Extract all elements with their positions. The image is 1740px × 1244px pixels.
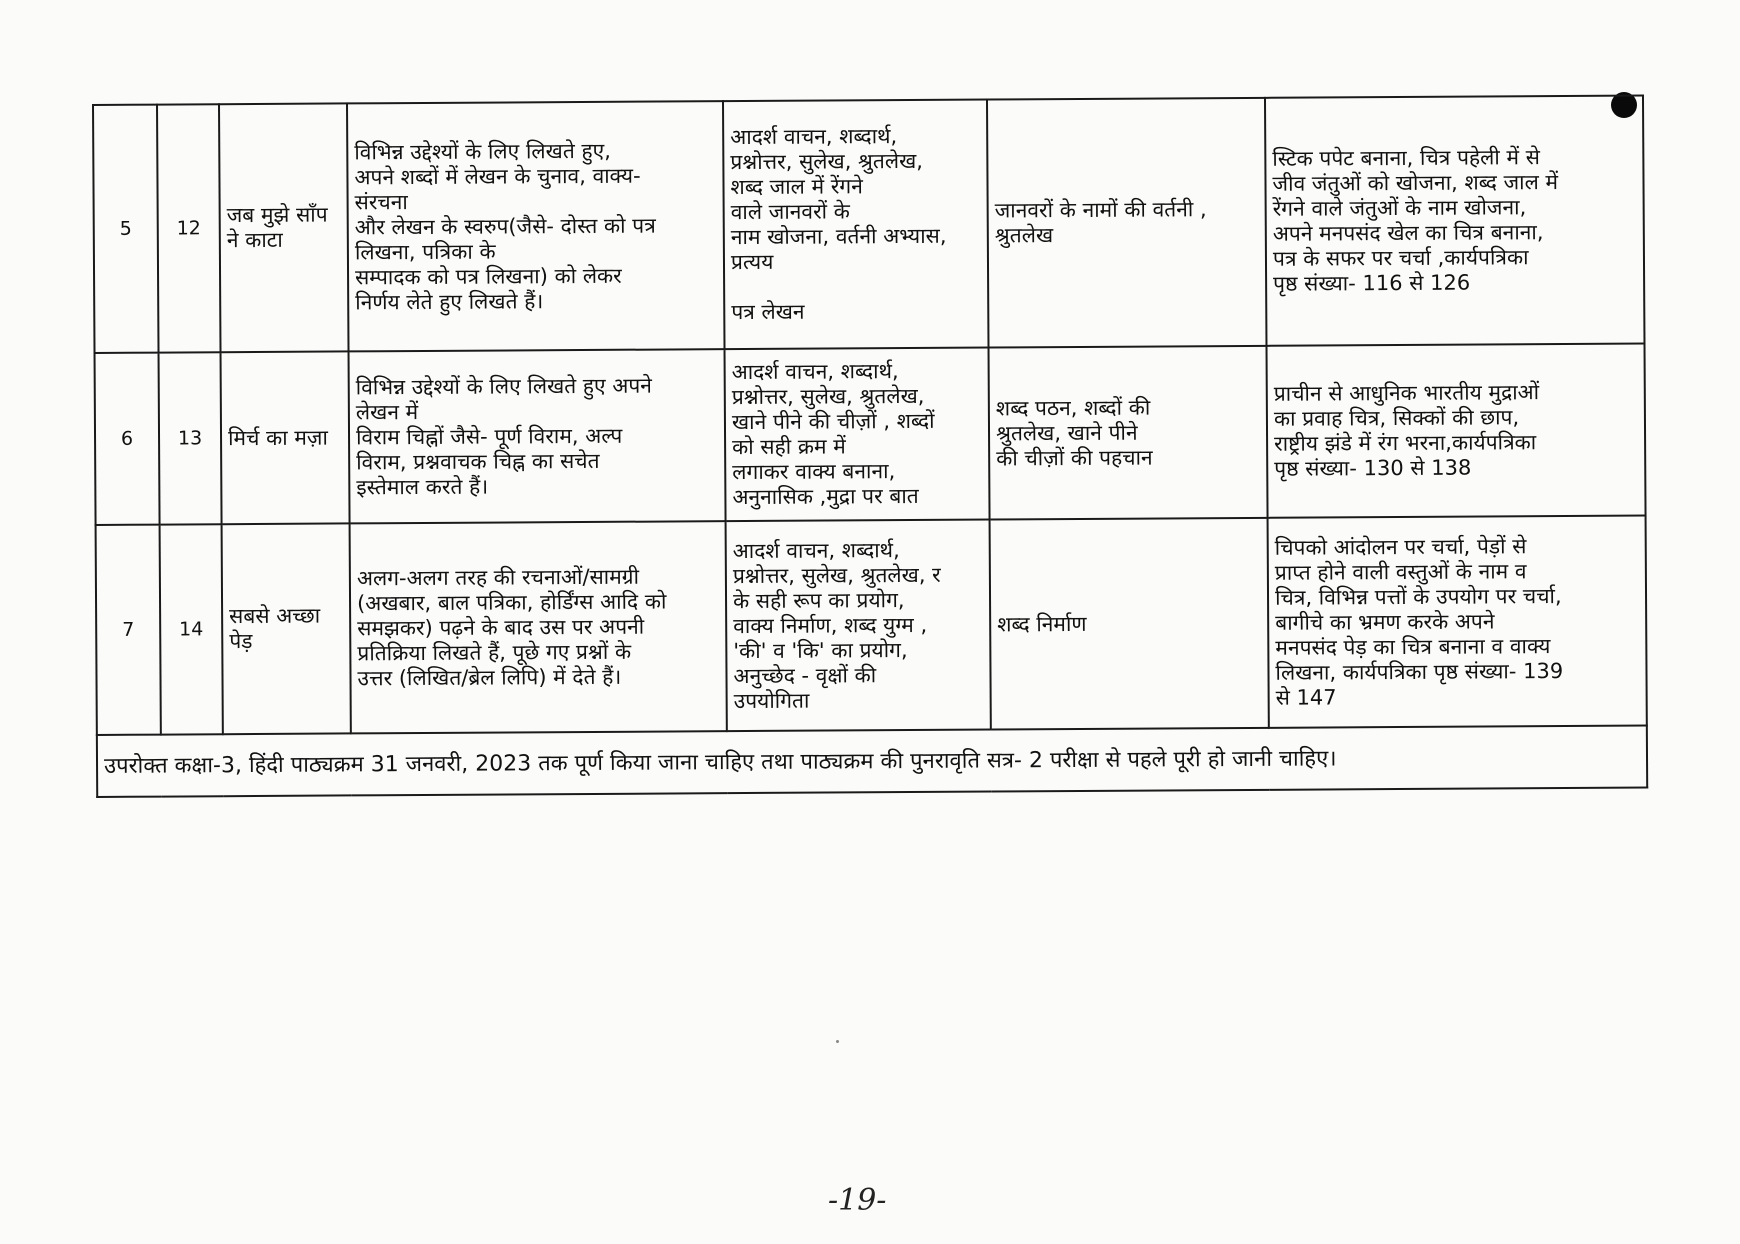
lesson-title-cell [219, 103, 349, 352]
cell-line: विराम, प्रश्नवाचक चिह्न का सचेत [356, 448, 600, 474]
cell-line: (अखबार, बाल पत्रिका, होर्डिंग्स आदि को [356, 589, 667, 615]
cell-line: जीव जंतुओं को खोजना, शब्द जाल में [1272, 170, 1559, 196]
cell-line: स्टिक पपेट बनाना, चित्र पहेली में से [1272, 145, 1540, 171]
serial-cell: 5 [93, 105, 159, 353]
table-row [96, 516, 1647, 735]
activities-cell [726, 520, 991, 732]
cell-line: लगाकर वाक्य बनाना, [732, 459, 896, 485]
cell-line: उत्तर (लिखित/ब्रेल लिपि) में देते हैं। [357, 664, 622, 690]
cell-line: प्रश्नोत्तर, सुलेख, श्रुतलेख, [730, 148, 924, 175]
lesson-number-cell: 12 [157, 104, 221, 352]
cell-line: का प्रवाह चित्र, सिक्कों की छाप, [1273, 405, 1520, 431]
assessment-cell [987, 98, 1267, 348]
project-work-cell [1268, 516, 1647, 728]
cell-line: आदर्श वाचन, शब्दार्थ, [732, 537, 900, 563]
cell-line: विभिन्न उद्देश्यों के लिए लिखते हुए, [354, 138, 611, 164]
learning-outcome-cell [350, 521, 727, 733]
cell-line: उपयोगिता [733, 688, 810, 713]
cell-line: खाने पीने की चीज़ों , शब्दों [731, 408, 935, 435]
cell-line: पत्र लेखन [731, 299, 805, 325]
cell-line: पृष्ठ संख्या- 116 से 126 [1273, 270, 1471, 296]
cell-line: अपने मनपसंद खेल का चित्र बनाना, [1272, 220, 1544, 246]
cell-line: जब मुझे साँप [226, 202, 328, 228]
cell-line: को सही क्रम में [732, 434, 846, 460]
learning-outcome-cell [347, 101, 725, 351]
cell-line: अपने शब्दों में लेखन के चुनाव, वाक्य- [354, 163, 641, 189]
cell-line: शब्द जाल में रेंगने [730, 174, 863, 200]
scan-speck [836, 1040, 839, 1043]
cell-line: राष्ट्रीय झंडे में रंग भरना,कार्यपत्रिका [1274, 430, 1537, 456]
table-body [93, 96, 1647, 797]
cell-line: रेंगने वाले जंतुओं के नाम खोजना, [1272, 195, 1527, 221]
cell-line: प्रत्यय [730, 249, 774, 275]
footer-note: उपरोक्त कक्षा-3, हिंदी पाठ्यक्रम 31 जनवरी, 2023 तक पूर्ण किया जाना चाहिए तथा पाठ्यक्रम की पुनरावृति सत्र- 2 परीक्षा से पहले पूरी हो जानी चाहिए। [97, 726, 1647, 797]
cell-line: प्रश्नोत्तर, सुलेख, श्रुतलेख, [731, 383, 925, 410]
cell-line: प्राचीन से आधुनिक भारतीय मुद्राओं [1273, 380, 1540, 406]
cell-line: विराम चिह्नों जैसे- पूर्ण विराम, अल्प [355, 423, 623, 449]
footer-row [97, 726, 1647, 797]
cell-line: प्राप्त होने वाली वस्तुओं के नाम व [1274, 558, 1527, 585]
cell-line: प्रतिक्रिया लिखते हैं, पूछे गए प्रश्नों के [357, 639, 632, 665]
cell-line: वाक्य निर्माण, शब्द युग्म , [733, 612, 928, 638]
lesson-title-cell [222, 523, 351, 734]
cell-line: शब्द पठन, शब्दों की [995, 395, 1151, 420]
cell-line: आदर्श वाचन, शब्दार्थ, [731, 359, 899, 385]
cell-line: 'की' व 'कि' का प्रयोग, [733, 637, 908, 663]
activities-cell [723, 100, 989, 350]
cell-line: ने काटा [226, 227, 283, 253]
cell-line: मनपसंद पेड़ का चित्र बनाना व वाक्य [1275, 633, 1551, 660]
cell-line: पृष्ठ संख्या- 130 से 138 [1274, 455, 1472, 481]
cell-line: श्रुतलेख [994, 223, 1054, 248]
serial-cell: 7 [96, 525, 161, 735]
assessment-cell [990, 518, 1269, 730]
cell-line: समझकर) पढ़ने के बाद उस पर अपनी [357, 614, 645, 640]
cell-line: सम्पादक को पत्र लिखना) को लेकर [354, 263, 622, 289]
table-row [93, 96, 1644, 353]
cell-line: अनुच्छेद - वृक्षों की [733, 662, 877, 688]
cell-line: की चीज़ों की पहचान [996, 445, 1153, 470]
cell-line: मिर्च का मज़ा [227, 425, 328, 450]
cell-line: अनुनासिक ,मुद्रा पर बात [732, 483, 919, 510]
assessment-cell [989, 346, 1268, 520]
project-work-cell [1265, 96, 1645, 346]
project-work-cell [1266, 344, 1645, 518]
table-row [95, 344, 1646, 525]
cell-line: शब्द निर्माण [997, 611, 1087, 636]
cell-line: सबसे अच्छा [229, 603, 321, 629]
cell-line: से 147 [1275, 684, 1337, 710]
cell-line: अलग-अलग तरह की रचनाओं/सामग्री [356, 564, 640, 590]
cell-line: और लेखन के स्वरुप(जैसे- दोस्त को पत्र [354, 213, 656, 239]
cell-line: जानवरों के नामों की वर्तनी , [994, 197, 1207, 223]
cell-line: संरचना [354, 189, 408, 214]
serial-cell: 6 [95, 353, 160, 525]
cell-line: पेड़ [229, 629, 253, 654]
activities-cell [725, 348, 990, 522]
learning-outcome-cell [349, 349, 726, 523]
cell-line: लेखन में [355, 399, 419, 424]
cell-line: लिखना, कार्यपत्रिका पृष्ठ संख्या- 139 [1275, 658, 1564, 685]
cell-line: श्रुतलेख, खाने पीने [995, 420, 1138, 445]
cell-line: प्रश्नोत्तर, सुलेख, श्रुतलेख, र [732, 562, 941, 588]
page-number: -19- [828, 1183, 887, 1218]
syllabus-table [92, 95, 1648, 798]
cell-line: लिखना, पत्रिका के [354, 239, 496, 264]
cell-line: के सही रूप का प्रयोग, [732, 587, 905, 613]
cell-line: इस्तेमाल करते हैं। [356, 474, 489, 499]
cell-line: नाम खोजना, वर्तनी अभ्यास, [730, 223, 947, 250]
lesson-title-cell [221, 351, 350, 524]
cell-line: निर्णय लेते हुए लिखते हैं। [355, 288, 544, 314]
cell-line: चित्र, विभिन्न पत्तों के उपयोग पर चर्चा, [1274, 583, 1562, 610]
cell-line: वाले जानवरों के [730, 199, 850, 225]
cell-line: चिपको आंदोलन पर चर्चा, पेड़ों से [1274, 533, 1527, 560]
cell-line: बागीचे का भ्रमण करके अपने [1275, 608, 1495, 635]
cell-line: विभिन्न उद्देश्यों के लिए लिखते हुए अपने [355, 373, 653, 399]
cell-line: पत्र के सफर पर चर्चा ,कार्यपत्रिका [1272, 245, 1529, 271]
lesson-number-cell: 13 [159, 352, 222, 524]
lesson-number-cell: 14 [160, 524, 223, 734]
cell-line: आदर्श वाचन, शब्दार्थ, [730, 124, 898, 150]
cell-line [731, 274, 981, 301]
